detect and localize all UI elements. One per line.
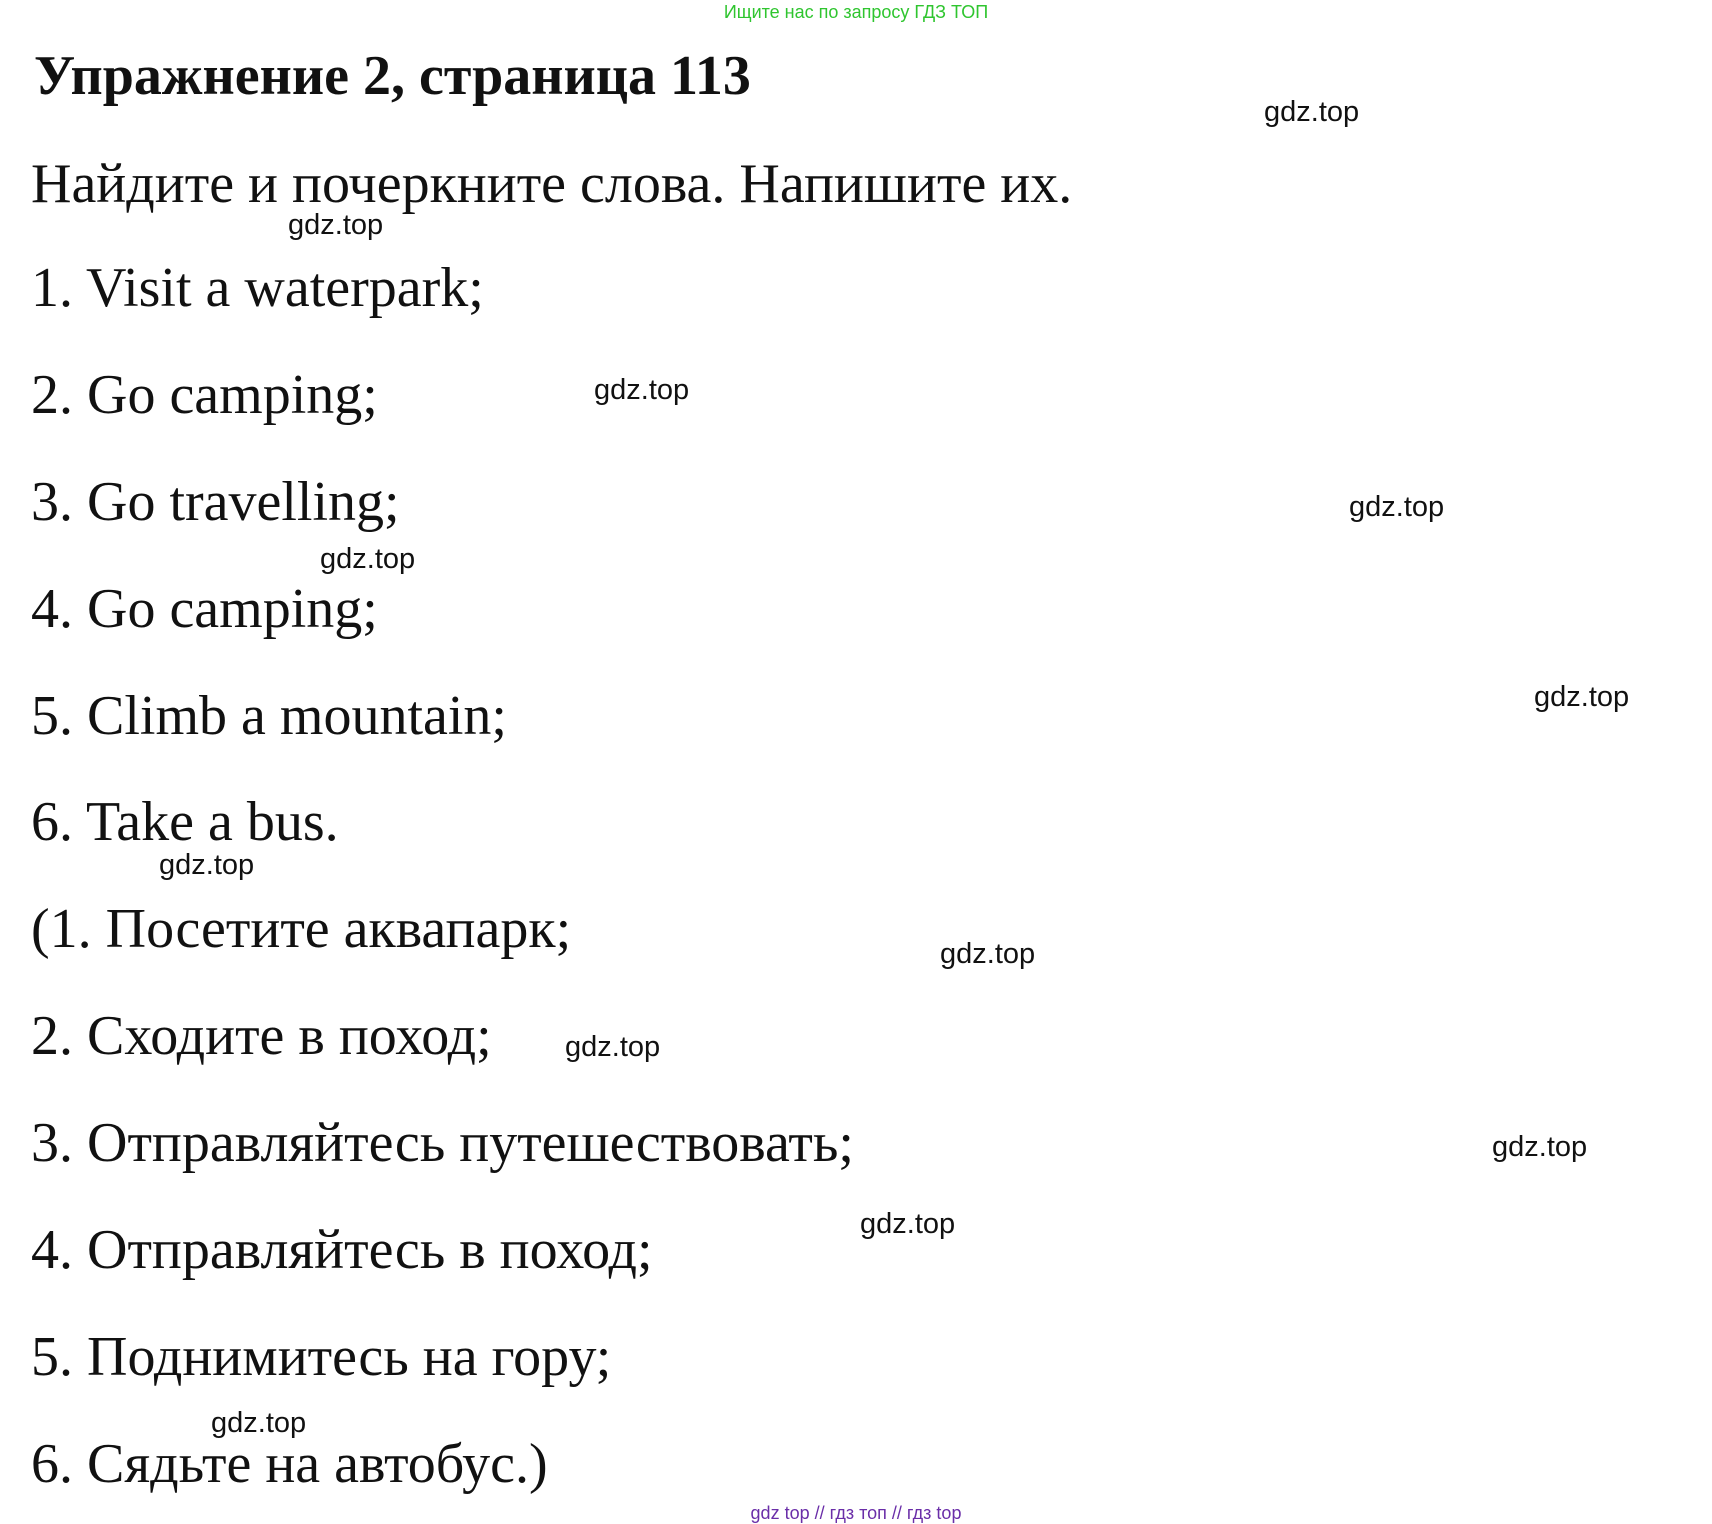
english-item-6: 6. Take a bus. <box>31 791 339 853</box>
watermark: gdz.top <box>940 938 1036 970</box>
english-item-2: 2. Go camping; <box>31 364 378 426</box>
watermark: gdz.top <box>1492 1131 1588 1163</box>
watermark: gdz.top <box>1349 491 1445 523</box>
watermark: gdz.top <box>1264 96 1360 128</box>
russian-item-3: 3. Отправляйтесь путешествовать; <box>31 1112 854 1174</box>
footer-watermark: gdz top // гдз топ // гдз top <box>750 1503 962 1523</box>
page-title: Упражнение 2, страница 113 <box>34 45 751 107</box>
header-note: Ищите нас по запросу ГДЗ ТОП <box>723 2 989 22</box>
watermark: gdz.top <box>288 209 384 241</box>
english-item-4: 4. Go camping; <box>31 578 378 640</box>
russian-item-5: 5. Поднимитесь на гору; <box>31 1326 612 1388</box>
exercise-instruction: Найдите и почеркните слова. Напишите их. <box>31 153 1073 215</box>
watermark: gdz.top <box>860 1208 956 1240</box>
watermark: gdz.top <box>159 849 255 881</box>
russian-item-4: 4. Отправляйтесь в поход; <box>31 1219 653 1281</box>
english-item-5: 5. Climb a mountain; <box>31 685 507 747</box>
russian-item-6: 6. Сядьте на автобус.) <box>31 1433 548 1495</box>
russian-item-2: 2. Сходите в поход; <box>31 1005 492 1067</box>
watermark: gdz.top <box>565 1031 661 1063</box>
english-item-3: 3. Go travelling; <box>31 471 400 533</box>
watermark: gdz.top <box>320 543 416 575</box>
russian-item-1: (1. Посетите аквапарк; <box>31 898 572 960</box>
watermark: gdz.top <box>211 1407 307 1439</box>
watermark: gdz.top <box>1534 681 1630 713</box>
watermark: gdz.top <box>594 374 690 406</box>
english-item-1: 1. Visit a waterpark; <box>31 257 484 319</box>
